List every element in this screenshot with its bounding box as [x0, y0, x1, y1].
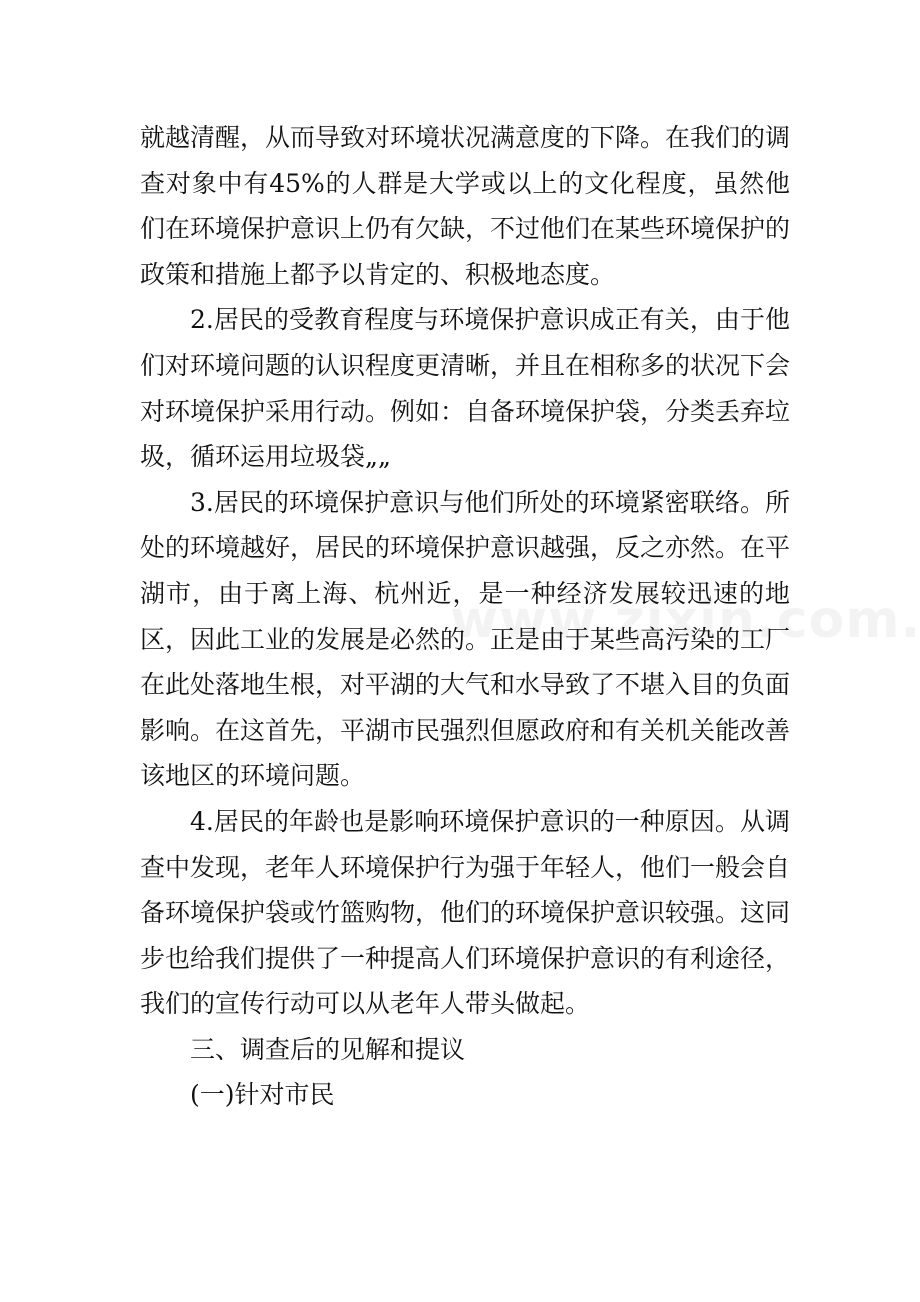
subsection-heading-1: (一)针对市民 — [190, 1080, 335, 1110]
paragraph-continuation: 就越清醒，从而导致对环境状况满意度的下降。在我们的调查对象中有45%的人群是大学或以上的文化程度，虽然他们在环境保护意识上仍有欠缺，不过他们在某些环境保护的政策和措施上都予以肯定的、积极地态度。 — [140, 123, 791, 289]
paragraph-point-2: 2.居民的受教育程度与环境保护意识成正有关，由于他们对环境问题的认识程度更清晰，并且在相称多的状况下会对环境保护采用行动。例如：自备环境保护袋，分类丢弃垃圾，循环运用垃圾袋„„ — [140, 305, 791, 472]
section-heading-3: 三、调查后的见解和提议 — [190, 1034, 466, 1064]
document-body — [140, 115, 790, 1118]
paragraph-point-4: 4.居民的年龄也是影响环境保护意识的一种原因。从调查中发现，老年人环境保护行为强于年轻人，他们一般会自备环境保护袋或竹篮购物，他们的环境保护意识较强。这同步也给我们提供了一种提高人们环境保护意识的有利途径，我们的宣传行动可以从老年人带头做起。 — [140, 806, 791, 1019]
paragraph-point-3: 3.居民的环境保护意识与他们所处的环境紧密联络。所处的环境越好，居民的环境保护意识越强，反之亦然。在平湖市，由于离上海、杭州近，是一种经济发展较迅速的地区，因此工业的发展是必然的。正是由于某些高污染的工厂在此处落地生根，对平湖的大气和水导致了不堪入目的负面影响。在这首先，平湖市民强烈但愿政府和有关机关能改善该地区的环境问题。 — [140, 487, 791, 791]
